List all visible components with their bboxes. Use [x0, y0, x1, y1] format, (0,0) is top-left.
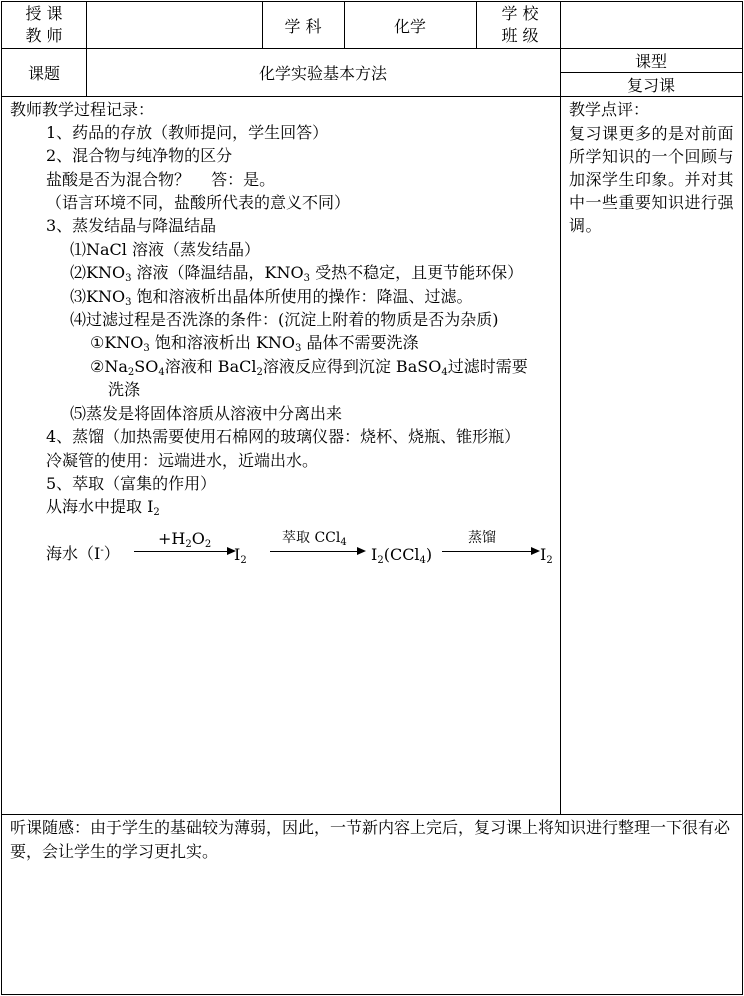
arrow2	[270, 551, 364, 552]
table-border-right	[742, 1, 743, 995]
record-line-12: 洗涤	[108, 380, 141, 399]
topic-label: 课题	[27, 63, 60, 83]
record-line-6: ⑴NaCl 溶液（蒸发结晶）	[70, 240, 260, 259]
scheme-start: 海水（I-）	[46, 544, 120, 563]
comment-heading: 教学点评：	[569, 100, 650, 119]
record-line-1: 1、药品的存放（教师提问，学生回答）	[46, 123, 329, 142]
record-line-17: 从海水中提取 $I_2$	[46, 497, 160, 518]
scheme-product-1: $I_2$	[234, 545, 247, 566]
record-line-8: $⑶KNO_3$ 饱和溶液析出晶体所使用的操作：降温、过滤。	[70, 287, 473, 308]
teacher-label	[18, 3, 70, 47]
arrow3-label: 蒸馏	[468, 530, 496, 546]
record-line-3: 盐酸是否为混合物？ 答：是。	[46, 170, 276, 189]
table-border-col4	[476, 1, 477, 49]
record-line-2: 2、混合物与纯净物的区分	[46, 146, 233, 165]
record-line-4: （语言环境不同，盐酸所代表的意义不同）	[46, 193, 351, 212]
table-border-col5	[560, 1, 561, 815]
record-line-5: 3、蒸发结晶与降温结晶	[46, 216, 217, 235]
table-border-bottom	[1, 994, 743, 995]
teacher-label-line1: 授 课	[25, 4, 63, 23]
scheme-product-2: $I_2(CCl_4)$	[371, 545, 433, 566]
teacher-label-line2: 教 师	[25, 26, 63, 45]
table-border-left	[1, 1, 2, 995]
record-line-13: ⑸蒸发是将固体溶质从溶液中分离出来	[70, 404, 343, 423]
record-line-11: $②Na_2SO_4$溶液和 BaCl$_2$溶液反应得到沉淀 BaSO$_4$过滤时需要	[90, 357, 528, 378]
subject-label: 学 科	[284, 16, 322, 36]
arrow2-label: 萃取 CCl$_4$	[282, 530, 347, 548]
table-border-row2	[1, 96, 743, 97]
subject-value: 化学	[393, 16, 426, 36]
school-label-line2: 班 级	[501, 26, 539, 45]
arrow1-label: $+H_2O_2$	[158, 529, 212, 550]
arrow1	[134, 551, 234, 552]
record-line-9: ⑷过滤过程是否洗涤的条件：(沉淀上附着的物质是否为杂质)	[70, 310, 499, 329]
table-border-row3	[1, 814, 743, 815]
record-line-10: $①KNO_3$ 饱和溶液析出 $KNO_3$ 晶体不需要洗涤	[90, 333, 419, 354]
lesson-type-label: 课型	[634, 52, 667, 71]
topic-value: 化学实验基本方法	[258, 63, 387, 83]
school-label-line1: 学 校	[501, 4, 539, 23]
feedback-text: 听课随感：由于学生的基础较为薄弱，因此，一节新内容上完后，复习课上将知识进行整理一下很有必要，会让学生的学习更扎实。	[10, 818, 731, 861]
comment-body: 复习课更多的是对前面所学知识的一个回顾与加深学生印象。并对其中一些重要知识进行强调。	[569, 124, 735, 235]
record-line-14: 4、蒸馏（加热需要使用石棉网的玻璃仪器：烧杯、烧瓶、锥形瓶）	[46, 427, 521, 446]
school-label	[494, 3, 546, 47]
record-line-7: $⑵KNO_3$ 溶液（降温结晶，$KNO_3$ 受热不稳定，且更节能环保）	[70, 263, 524, 284]
lesson-type-value: 复习课	[626, 76, 675, 95]
arrow3	[442, 551, 538, 552]
scheme-product-3: $I_2$	[540, 545, 553, 566]
record-line-15: 冷凝管的使用：远端进水，近端出水。	[46, 451, 319, 470]
record-line-16: 5、萃取（富集的作用）	[46, 474, 217, 493]
record-heading: 教师教学过程记录：	[10, 100, 155, 119]
